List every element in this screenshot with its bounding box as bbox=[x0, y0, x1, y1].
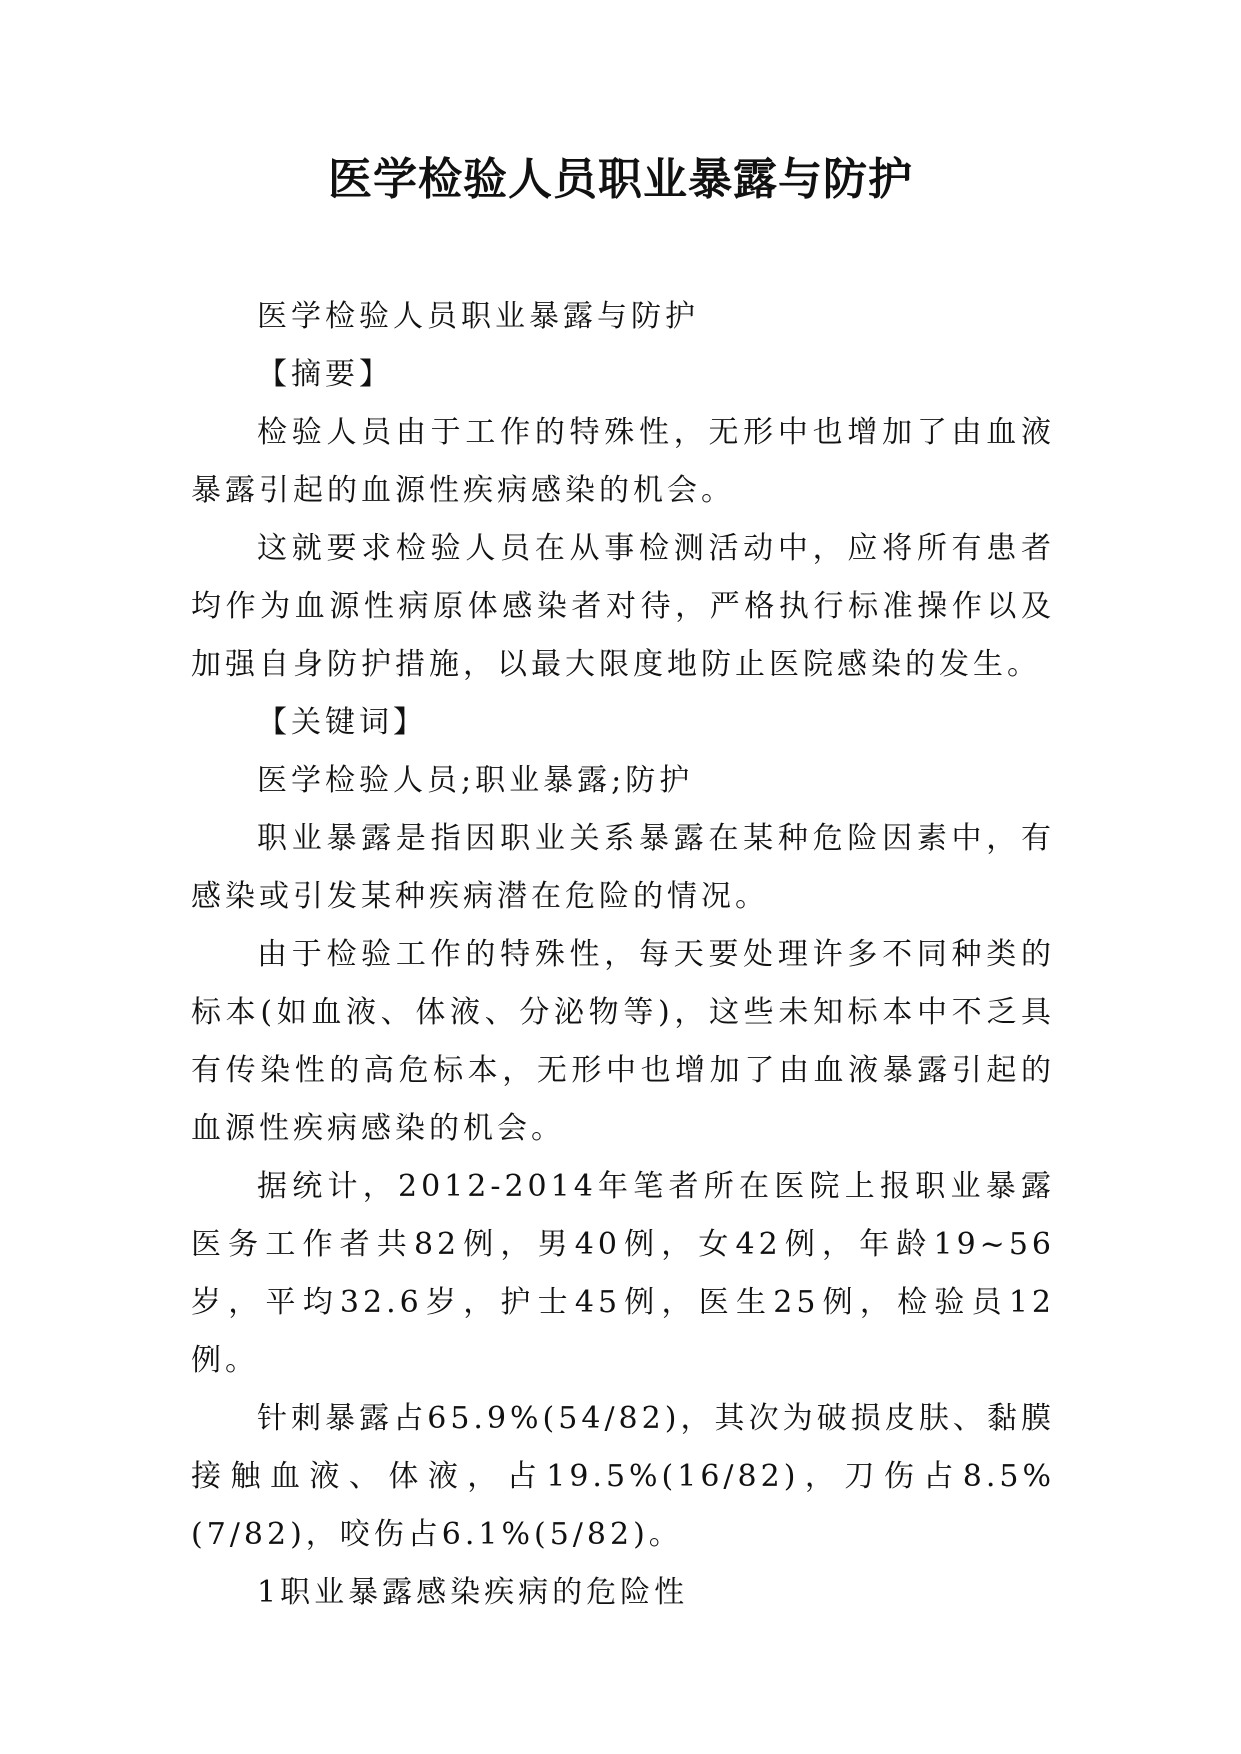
document-title: 医学检验人员职业暴露与防护 bbox=[328, 154, 913, 205]
paragraph: 由于检验工作的特殊性，每天要处理许多不同种类的标本(如血液、体液、分泌物等)，这些未知标本中不乏具有传染性的高危标本，无形中也增加了由血液暴露引起的血源性疾病感染的机会。 bbox=[191, 937, 1055, 1146]
paragraph-subtitle: 医学检验人员职业暴露与防护 bbox=[257, 299, 699, 334]
paragraph-keywords: 医学检验人员;职业暴露;防护 bbox=[257, 763, 694, 798]
paragraph: 据统计，2012-2014年笔者所在医院上报职业暴露医务工作者共82例，男40例，女42例，年龄19~56岁，平均32.6岁，护士45例，医生25例，检验员12例。 bbox=[191, 1169, 1055, 1378]
paragraph: 检验人员由于工作的特殊性，无形中也增加了由血液暴露引起的血源性疾病感染的机会。 bbox=[191, 415, 1055, 508]
paragraph-abstract-heading: 【摘要】 bbox=[257, 357, 393, 392]
paragraph: 这就要求检验人员在从事检测活动中，应将所有患者均作为血源性病原体感染者对待，严格执行标准操作以及加强自身防护措施，以最大限度地防止医院感染的发生。 bbox=[191, 531, 1055, 682]
paragraph: 职业暴露是指因职业关系暴露在某种危险因素中，有感染或引发某种疾病潜在危险的情况。 bbox=[191, 821, 1055, 914]
section-heading: 1职业暴露感染疾病的危险性 bbox=[257, 1575, 689, 1610]
document-body bbox=[191, 288, 1055, 1622]
paragraph: 针刺暴露占65.9%(54/82)，其次为破损皮肤、黏膜接触血液、体液，占19.5%(16/82)，刀伤占8.5%(7/82)，咬伤占6.1%(5/82)。 bbox=[191, 1401, 1055, 1552]
paragraph-keywords-heading: 【关键词】 bbox=[257, 705, 427, 740]
